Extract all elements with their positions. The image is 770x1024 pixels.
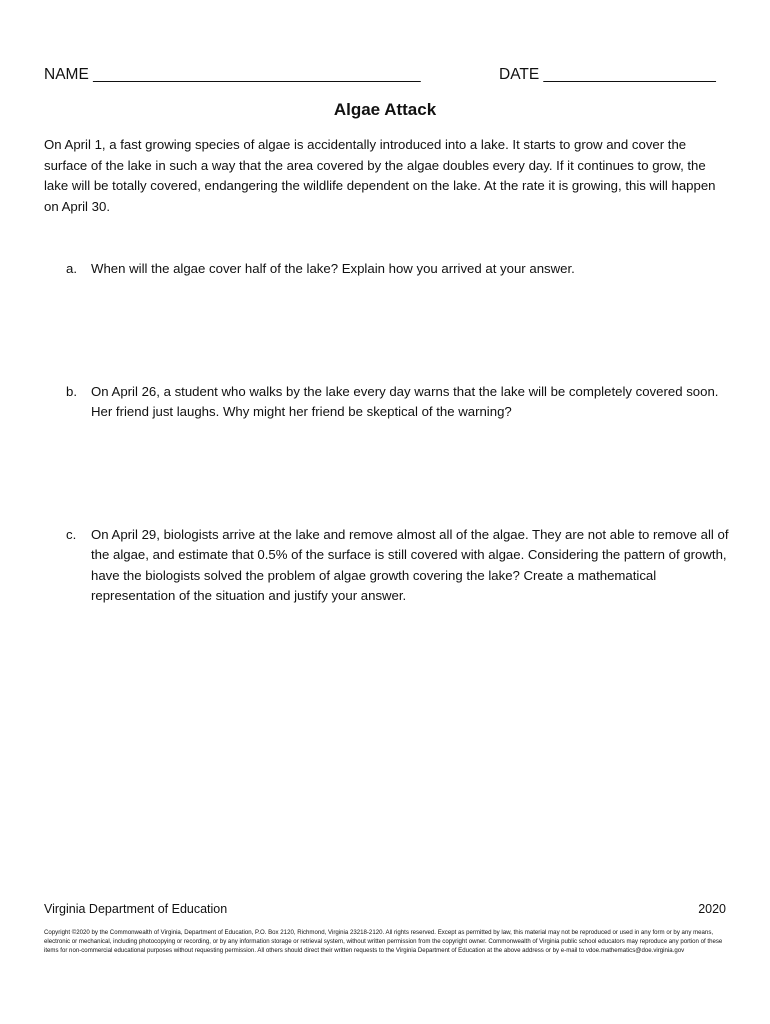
question-a — [66, 259, 730, 279]
question-letter: c. — [66, 527, 77, 542]
question-text: On April 29, biologists arrive at the lake and remove almost all of the algae. They are not able to remove all of the algae, and estimate that 0.5% of the surface is still covered with algae. Considering the pattern of growth, have the biologists solved the problem of algae growth covering the lake? Create a mathematical representation of the situation and justify your answer. — [91, 527, 729, 603]
page-title: Algae Attack — [333, 100, 437, 119]
footer-organization: Virginia Department of Education — [44, 902, 228, 916]
footer-year: 2020 — [698, 902, 726, 916]
question-letter: b. — [66, 384, 77, 399]
question-letter: a. — [66, 261, 77, 276]
question-c — [66, 525, 730, 606]
intro-paragraph: On April 1, a fast growing species of algae is accidentally introduced into a lake. It starts to grow and cover the surface of the lake in such a way that the area covered by the algae doubles every day. If it continues to grow, the lake will be totally covered, endangering the wildlife dependent on the lake. At the rate it is growing, this will happen on April 30. — [44, 137, 716, 214]
name-field-label: NAME ______________________________________ — [44, 66, 421, 83]
question-text: On April 26, a student who walks by the lake every day warns that the lake will be completely covered soon. Her friend just laughs. Why might her friend be skeptical of the warning? — [91, 384, 719, 420]
date-field-label: DATE ____________________ — [499, 66, 716, 83]
question-text: When will the algae cover half of the lake? Explain how you arrived at your answer. — [91, 261, 575, 276]
question-b — [66, 382, 730, 423]
copyright-notice: Copyright ©2020 by the Commonwealth of Virginia, Department of Education, P.O. Box 2120, Richmond, Virginia 23218-2120. All rights reserved. Except as permitted by law, this material may not be reproduced or used in any form or by any means, electronic or mechanical, including photocopying or recording, or by any information storage or retrieval system, without written permission from the copyright owner. Commonwealth of Virginia public school educators may reproduce any portion of these items for non-commercial educational purposes without requesting permission. All others should direct their written requests to the Virginia Department of Education at the above address or by e-mail to vdoe.mathematics@doe.virginia.gov — [44, 929, 723, 955]
header-line — [44, 66, 724, 88]
